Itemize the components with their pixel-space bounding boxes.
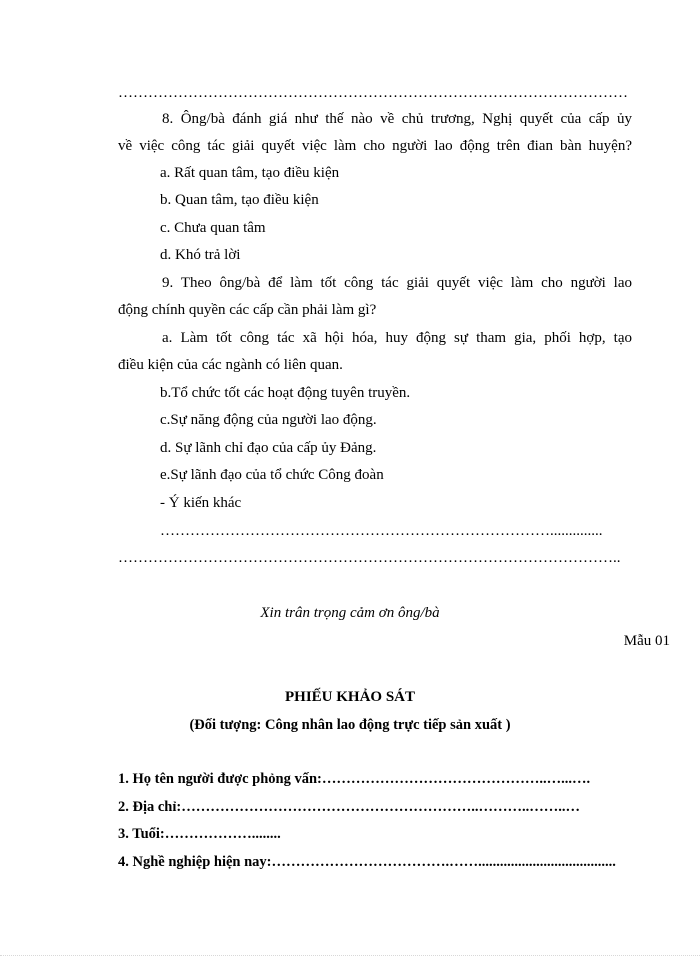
question-9-option-b: b.Tổ chức tốt các hoạt động tuyên truyền. <box>160 385 411 401</box>
field-full-name: 1. Họ tên người được phỏng vấn:………………………………………..…...…. <box>118 771 591 787</box>
question-8-option-b: b. Quan tâm, tạo điều kiện <box>160 192 319 208</box>
question-8-option-a: a. Rất quan tâm, tạo điều kiện <box>160 165 340 181</box>
survey-subtitle: (Đối tượng: Công nhân lao động trực tiếp sản xuất ) <box>189 717 511 733</box>
question-9-option-d: d. Sự lãnh chỉ đạo của cấp ủy Đảng. <box>160 440 377 456</box>
field-age: 3. Tuổi:………………........ <box>118 826 281 842</box>
field-address: 2. Địa chỉ:……………………………………………………..………..……..… <box>118 799 580 815</box>
question-8-line-1: 8. Ông/bà đánh giá như thế nào về chủ trương, Nghị quyết của cấp ủy <box>162 111 632 127</box>
field-occupation: 4. Nghề nghiệp hiện nay:……………………………….……...................................... <box>118 854 616 870</box>
page-bottom-divider <box>0 955 700 957</box>
question-9-other-opinion: - Ý kiến khác <box>160 495 242 511</box>
question-9-option-a-line-1: a. Làm tốt công tác xã hội hóa, huy động sự tham gia, phối hợp, tạo <box>162 330 632 346</box>
question-9-option-a-line-2: điều kiện của các ngành có liên quan. <box>118 357 343 373</box>
question-9-option-e: e.Sự lãnh đạo của tổ chức Công đoàn <box>160 467 384 483</box>
other-opinion-dotted-line-2: ……………………………………………………………………………………….. <box>118 550 621 566</box>
question-9-option-c: c.Sự năng động của người lao động. <box>160 412 377 428</box>
survey-title: PHIẾU KHẢO SÁT <box>284 689 416 705</box>
form-code: Mẫu 01 <box>623 633 670 649</box>
question-9-line-1: 9. Theo ông/bà để làm tốt công tác giải quyết việc làm cho người lao <box>162 275 632 291</box>
thank-you-note: Xin trân trọng cảm ơn ông/bà <box>260 605 440 621</box>
question-8-option-d: d. Khó trả lời <box>160 247 241 263</box>
question-8-option-c: c. Chưa quan tâm <box>160 220 266 236</box>
other-opinion-dotted-line-1: …………………………………………………………………….............. <box>160 523 603 539</box>
answer-dotted-line: ………………………………………………………………………………………… <box>118 85 628 101</box>
question-8-line-2: về việc công tác giải quyết việc làm cho người lao động trên đian bàn huyện? <box>118 138 632 154</box>
question-9-line-2: động chính quyền các cấp cần phải làm gì? <box>118 302 377 318</box>
